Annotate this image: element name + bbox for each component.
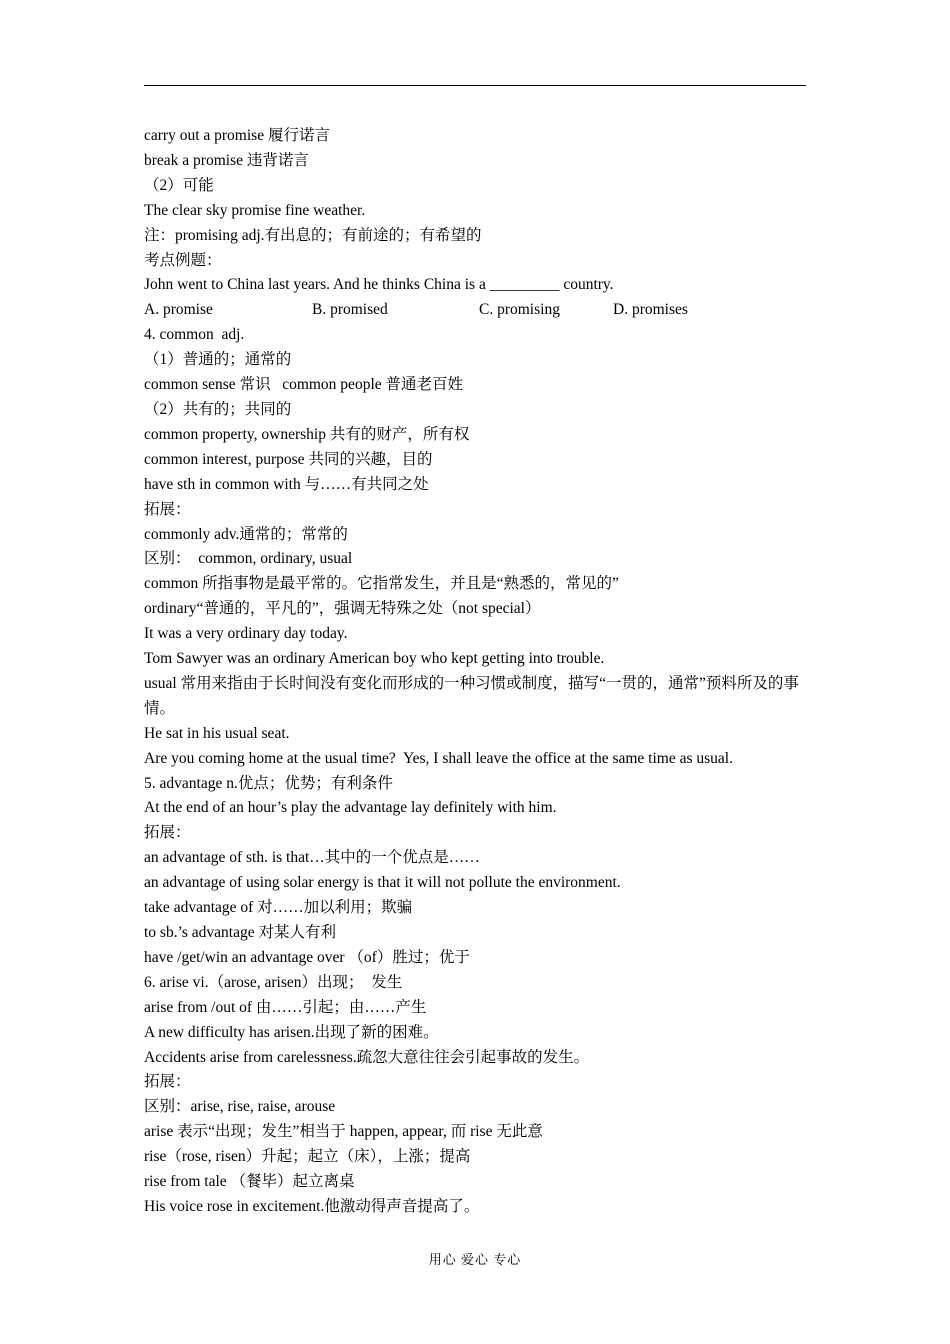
text-line: The clear sky promise fine weather. — [144, 201, 366, 219]
text-line: 5. advantage n.优点；优势；有利条件 — [144, 774, 393, 792]
text-line: 拓展： — [144, 500, 191, 518]
text-line: common property, ownership 共有的财产，所有权 — [144, 425, 470, 443]
text-line: an advantage of using solar energy is that it will not pollute the environment. — [144, 874, 621, 892]
text-line: 4. common adj. — [144, 326, 245, 344]
text-line: ordinary“普通的，平凡的”，强调无特殊之处（not special） — [144, 600, 541, 618]
option-c: C. promising — [479, 301, 560, 319]
text-line: arise 表示“出现；发生”相当于 happen, appear, 而 rise 无此意 — [144, 1123, 543, 1141]
text-line: Tom Sawyer was an ordinary American boy who kept getting into trouble. — [144, 650, 605, 668]
text-line: 考点例题： — [144, 251, 222, 269]
text-line: arise from /out of 由……引起；由……产生 — [144, 998, 427, 1016]
text-line: 区别： common, ordinary, usual — [144, 550, 353, 568]
text-line: At the end of an hour’s play the advantage lay definitely with him. — [144, 799, 557, 817]
text-line: commonly adv.通常的；常常的 — [144, 525, 348, 543]
text-line: rise from tale （餐毕）起立离桌 — [144, 1173, 355, 1191]
text-line: He sat in his usual seat. — [144, 724, 290, 742]
text-line: have /get/win an advantage over （of）胜过；优于 — [144, 948, 470, 966]
text-line: common interest, purpose 共同的兴趣，目的 — [144, 450, 433, 468]
text-line: to sb.’s advantage 对某人有利 — [144, 924, 337, 941]
text-line: His voice rose in excitement.他激动得声音提高了。 — [144, 1197, 480, 1215]
text-line: rise（rose, risen）升起；起立（床），上涨；提高 — [144, 1148, 471, 1166]
text-line: 拓展： — [144, 1073, 191, 1091]
common-section — [144, 323, 808, 672]
text-line: common sense 常识 common people 普通老百姓 — [144, 376, 463, 394]
advantage-arise-section — [144, 722, 808, 1220]
page-footer: 用心 爱心 专心 — [428, 1252, 522, 1267]
promise-section — [144, 124, 808, 298]
header-rule — [144, 85, 806, 86]
text-line: break a promise 违背诺言 — [144, 151, 309, 169]
text-line: It was a very ordinary day today. — [144, 625, 348, 643]
option-b: B. promised — [312, 301, 388, 319]
text-line: （1）普通的；通常的 — [144, 351, 292, 369]
text-line: （2）共有的；共同的 — [144, 400, 292, 418]
text-line: John went to China last years. And he thinks China is a _________ country. — [144, 276, 614, 294]
text-line: have sth in common with 与……有共同之处 — [144, 475, 429, 493]
answer-options — [144, 298, 808, 323]
text-line: 6. arise vi.（arose, arisen）出现； 发生 — [144, 973, 403, 991]
usual-paragraph: usual 常用来指由于长时间没有变化而形成的一种习惯或制度，描写“一贯的，通常”预料所及的事情。 — [144, 674, 799, 717]
document-body — [144, 124, 808, 1220]
text-line: take advantage of 对……加以利用；欺骗 — [144, 899, 413, 917]
text-line: 注：promising adj.有出息的；有前途的；有希望的 — [144, 226, 482, 244]
text-line: 区别：arise, rise, raise, arouse — [144, 1098, 336, 1116]
text-line: Are you coming home at the usual time? Yes, I shall leave the office at the same time as usual. — [144, 749, 733, 767]
text-line: （2）可能 — [144, 176, 214, 194]
text-line: carry out a promise 履行诺言 — [144, 127, 330, 144]
text-line: Accidents arise from carelessness.疏忽大意往往会引起事故的发生。 — [144, 1048, 590, 1066]
option-d: D. promises — [613, 301, 688, 319]
option-a: A. promise — [144, 301, 213, 319]
text-line: 拓展： — [144, 824, 191, 842]
text-line: A new difficulty has arisen.出现了新的困难。 — [144, 1023, 439, 1041]
text-line: an advantage of sth. is that…其中的一个优点是…… — [144, 849, 480, 867]
text-line: common 所指事物是最平常的。它指常发生，并且是“熟悉的，常见的” — [144, 575, 619, 593]
